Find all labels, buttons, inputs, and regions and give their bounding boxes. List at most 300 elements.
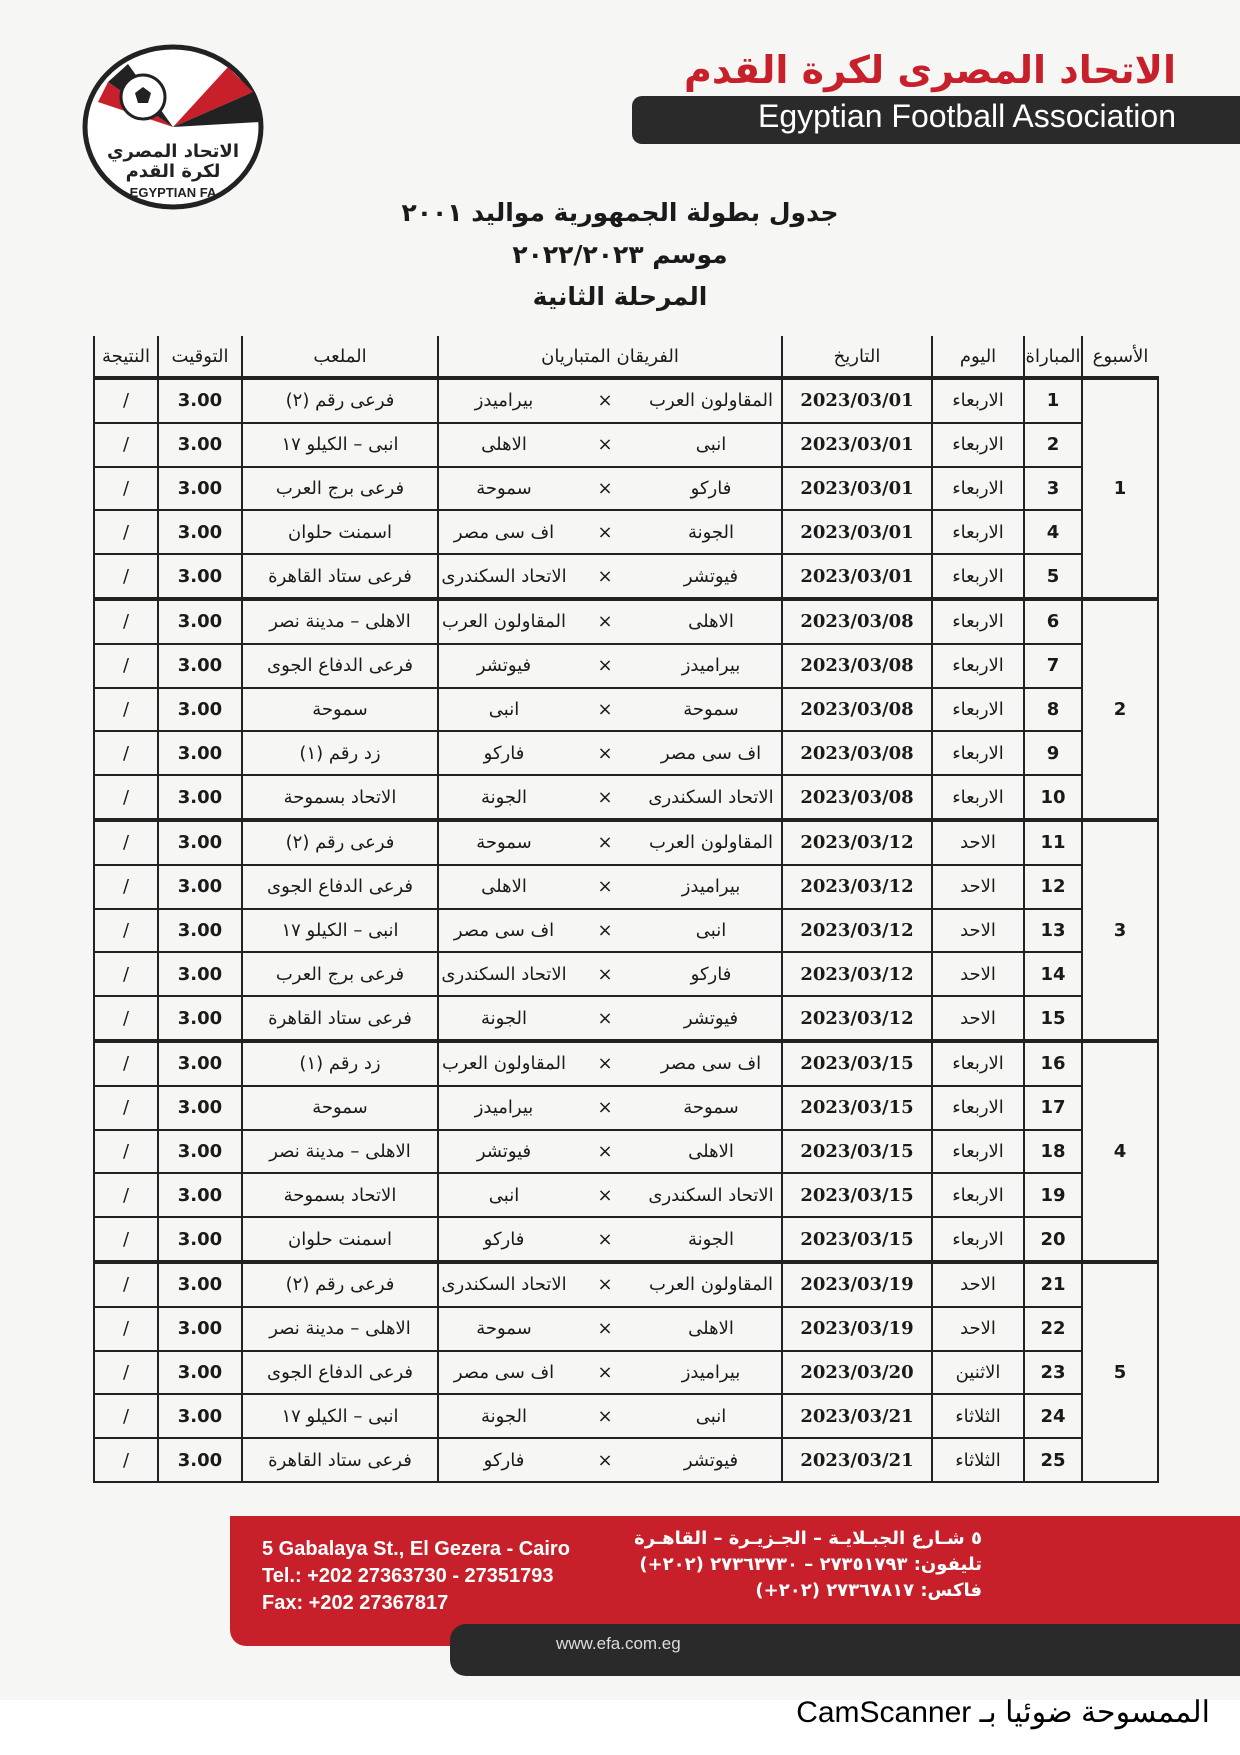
week-number: 2 [1082,599,1158,820]
team-away: فيوتشر [476,655,532,677]
match-number: 20 [1024,1217,1082,1262]
match-teams [438,865,782,909]
match-stadium: فرعى رقم (٢) [242,378,438,423]
match-number: 11 [1024,820,1082,865]
table-row [94,731,1158,775]
match-day: الاحد [932,1262,1024,1307]
org-name-en: Egyptian Football Association [757,98,1176,134]
match-result: / [94,1262,158,1307]
match-number: 12 [1024,865,1082,909]
match-day: الاثنين [932,1351,1024,1395]
match-date: 2023/03/12 [782,952,932,996]
match-teams [438,1173,782,1217]
versus-mark: × [597,655,613,677]
footer-address-ar: ٥ شـارع الجبـلايـة – الجـزيـرة – القاهـرة [634,1528,982,1549]
match-day: الاربعاء [932,1173,1024,1217]
logo-text-ar-1: الاتحاد المصري [107,141,239,162]
header-week: الأسبوع [1082,336,1158,378]
match-result: / [94,909,158,953]
match-number: 19 [1024,1173,1082,1217]
match-teams [438,820,782,865]
match-day: الاحد [932,909,1024,953]
match-time: 3.00 [158,423,242,467]
match-number: 18 [1024,1130,1082,1174]
table-row [94,423,1158,467]
table-row [94,1041,1158,1086]
match-number: 13 [1024,909,1082,953]
match-day: الاربعاء [932,731,1024,775]
team-home: اف سى مصر [660,742,762,764]
camscanner-caption: الممسوحة ضوئيا بـ CamScanner [796,1696,1210,1729]
versus-mark: × [597,832,613,854]
match-teams [438,1217,782,1262]
match-day: الاربعاء [932,688,1024,732]
team-away: اف سى مصر [453,521,555,543]
match-day: الاربعاء [932,1041,1024,1086]
match-teams [438,1041,782,1086]
match-result: / [94,423,158,467]
versus-mark: × [597,742,613,764]
match-day: الاحد [932,996,1024,1041]
match-day: الثلاثاء [932,1438,1024,1482]
match-result: / [94,996,158,1041]
table-row [94,1173,1158,1217]
match-number: 25 [1024,1438,1082,1482]
table-row [94,467,1158,511]
week-number: 3 [1082,820,1158,1041]
match-time: 3.00 [158,1351,242,1395]
match-teams [438,952,782,996]
header-match: المباراة [1024,336,1082,378]
match-result: / [94,820,158,865]
table-row [94,996,1158,1041]
match-teams [438,644,782,688]
team-home: بيراميدز [681,876,741,898]
match-date: 2023/03/01 [782,378,932,423]
team-home: الاهلى [688,1318,734,1340]
match-date: 2023/03/08 [782,599,932,644]
match-date: 2023/03/12 [782,909,932,953]
match-result: / [94,554,158,599]
team-home: الاتحاد السكندرى [648,1184,774,1206]
match-result: / [94,1217,158,1262]
team-away: اف سى مصر [453,1361,555,1383]
match-date: 2023/03/19 [782,1262,932,1307]
team-away: الاهلى [481,876,527,898]
match-day: الاحد [932,820,1024,865]
match-number: 4 [1024,510,1082,554]
table-row [94,1307,1158,1351]
match-time: 3.00 [158,731,242,775]
match-teams [438,1351,782,1395]
match-time: 3.00 [158,1130,242,1174]
match-teams [438,510,782,554]
match-number: 16 [1024,1041,1082,1086]
team-home: انبى [695,1405,727,1427]
table-row [94,865,1158,909]
table-row [94,1086,1158,1130]
match-stadium: فرعى الدفاع الجوى [242,1351,438,1395]
match-stadium: انبى – الكيلو ١٧ [242,1394,438,1438]
match-stadium: سموحة [242,1086,438,1130]
versus-mark: × [597,1361,613,1383]
versus-mark: × [597,1097,613,1119]
team-away: سموحة [476,832,532,854]
match-date: 2023/03/08 [782,644,932,688]
match-result: / [94,1086,158,1130]
footer-fax-en: Fax: +202 27367817 [262,1592,449,1614]
match-teams [438,1130,782,1174]
match-date: 2023/03/19 [782,1307,932,1351]
match-result: / [94,1307,158,1351]
versus-mark: × [597,565,613,587]
table-row [94,775,1158,820]
versus-mark: × [597,698,613,720]
match-date: 2023/03/01 [782,467,932,511]
match-time: 3.00 [158,554,242,599]
match-number: 21 [1024,1262,1082,1307]
table-row [94,1130,1158,1174]
versus-mark: × [597,963,613,985]
match-date: 2023/03/01 [782,423,932,467]
match-day: الاربعاء [932,467,1024,511]
match-time: 3.00 [158,378,242,423]
team-away: المقاولون العرب [442,611,566,633]
match-day: الاحد [932,952,1024,996]
team-home: سموحة [683,698,739,720]
match-teams [438,775,782,820]
team-home: الاتحاد السكندرى [648,786,774,808]
team-away: انبى [488,698,520,720]
match-time: 3.00 [158,510,242,554]
team-away: الجونة [480,1007,528,1029]
match-time: 3.00 [158,1438,242,1482]
footer-website: www.efa.com.eg [556,1634,681,1653]
match-day: الثلاثاء [932,1394,1024,1438]
match-teams [438,688,782,732]
schedule-body [94,378,1158,1482]
match-number: 15 [1024,996,1082,1041]
match-result: / [94,1041,158,1086]
match-teams [438,423,782,467]
match-day: الاربعاء [932,775,1024,820]
match-result: / [94,467,158,511]
match-stadium: فرعى ستاد القاهرة [242,1438,438,1482]
week-number: 5 [1082,1262,1158,1482]
match-date: 2023/03/08 [782,688,932,732]
match-stadium: اسمنت حلوان [242,510,438,554]
footer-contact-en [262,1536,570,1617]
match-date: 2023/03/21 [782,1438,932,1482]
match-time: 3.00 [158,996,242,1041]
footer-tel-ar: تليفون: ٢٧٣٥١٧٩٣ – ٢٧٣٦٣٧٣٠ (٢٠٢+) [639,1554,982,1575]
match-stadium: زد رقم (١) [242,731,438,775]
match-teams [438,554,782,599]
match-number: 5 [1024,554,1082,599]
match-day: الاربعاء [932,554,1024,599]
match-date: 2023/03/15 [782,1130,932,1174]
match-date: 2023/03/01 [782,510,932,554]
match-number: 10 [1024,775,1082,820]
team-away: سموحة [476,1318,532,1340]
team-home: فاركو [690,963,732,985]
match-teams [438,909,782,953]
team-away: الاتحاد السكندرى [441,565,567,587]
team-away: فاركو [483,742,525,764]
match-stadium: الاتحاد بسموحة [242,775,438,820]
versus-mark: × [597,521,613,543]
team-away: فاركو [483,1449,525,1471]
versus-mark: × [597,611,613,633]
team-home: فاركو [690,477,732,499]
versus-mark: × [597,1053,613,1075]
match-day: الاربعاء [932,510,1024,554]
match-time: 3.00 [158,775,242,820]
versus-mark: × [597,1140,613,1162]
match-date: 2023/03/20 [782,1351,932,1395]
match-number: 17 [1024,1086,1082,1130]
team-away: انبى [488,1184,520,1206]
team-home: الجونة [687,521,735,543]
match-stadium: اسمنت حلوان [242,1217,438,1262]
match-date: 2023/03/01 [782,554,932,599]
header-result: النتيجة [94,336,158,378]
match-stadium: زد رقم (١) [242,1041,438,1086]
match-stadium: فرعى الدفاع الجوى [242,865,438,909]
versus-mark: × [597,434,613,456]
versus-mark: × [597,919,613,941]
match-stadium: انبى – الكيلو ١٧ [242,423,438,467]
match-number: 9 [1024,731,1082,775]
match-stadium: فرعى رقم (٢) [242,1262,438,1307]
team-away: اف سى مصر [453,919,555,941]
table-row [94,909,1158,953]
match-time: 3.00 [158,952,242,996]
match-time: 3.00 [158,1307,242,1351]
team-home: المقاولون العرب [649,832,773,854]
match-teams [438,467,782,511]
match-number: 7 [1024,644,1082,688]
table-row [94,1394,1158,1438]
table-row [94,599,1158,644]
match-result: / [94,1173,158,1217]
match-result: / [94,1351,158,1395]
schedule-table [93,336,1159,1483]
match-day: الاحد [932,1307,1024,1351]
match-day: الاربعاء [932,378,1024,423]
team-away: الاتحاد السكندرى [441,963,567,985]
doc-title: جدول بطولة الجمهورية مواليد ٢٠٠١ [401,198,839,227]
match-teams [438,1394,782,1438]
match-day: الاربعاء [932,1086,1024,1130]
team-home: انبى [695,919,727,941]
match-stadium: فرعى برج العرب [242,952,438,996]
match-stadium: الاهلى – مدينة نصر [242,599,438,644]
versus-mark: × [597,1449,613,1471]
match-number: 6 [1024,599,1082,644]
table-row [94,688,1158,732]
header-stadium: الملعب [242,336,438,378]
match-stadium: فرعى ستاد القاهرة [242,554,438,599]
match-date: 2023/03/15 [782,1041,932,1086]
table-row [94,510,1158,554]
match-number: 2 [1024,423,1082,467]
versus-mark: × [597,1318,613,1340]
header-teams: الفريقان المتباريان [438,336,782,378]
match-teams [438,1307,782,1351]
match-teams [438,599,782,644]
team-away: الجونة [480,1405,528,1427]
team-away: فاركو [483,1228,525,1250]
match-day: الاربعاء [932,644,1024,688]
logo-text-ar-2: لكرة القدم [125,161,221,182]
match-result: / [94,378,158,423]
versus-mark: × [597,1405,613,1427]
match-time: 3.00 [158,1173,242,1217]
match-result: / [94,599,158,644]
match-time: 3.00 [158,1086,242,1130]
match-time: 3.00 [158,1394,242,1438]
match-result: / [94,1394,158,1438]
match-number: 14 [1024,952,1082,996]
match-stadium: فرعى رقم (٢) [242,820,438,865]
match-stadium: الاتحاد بسموحة [242,1173,438,1217]
table-row [94,1217,1158,1262]
footer-fax-ar: فاكس: ٢٧٣٦٧٨١٧ (٢٠٢+) [755,1580,982,1601]
team-away: بيراميدز [474,390,534,412]
team-away: المقاولون العرب [442,1053,566,1075]
team-home: الاهلى [688,1140,734,1162]
match-result: / [94,644,158,688]
match-day: الاربعاء [932,423,1024,467]
match-result: / [94,952,158,996]
header-time: التوقيت [158,336,242,378]
team-home: فيوتشر [683,565,739,587]
match-result: / [94,731,158,775]
table-row [94,644,1158,688]
versus-mark: × [597,1274,613,1296]
table-row [94,378,1158,423]
team-home: اف سى مصر [660,1053,762,1075]
match-time: 3.00 [158,820,242,865]
match-number: 3 [1024,467,1082,511]
match-stadium: فرعى برج العرب [242,467,438,511]
match-time: 3.00 [158,1217,242,1262]
match-number: 24 [1024,1394,1082,1438]
match-time: 3.00 [158,865,242,909]
table-row [94,554,1158,599]
team-home: بيراميدز [681,1361,741,1383]
footer-contact-ar [634,1526,982,1604]
footer-tel-en: Tel.: +202 27363730 - 27351793 [262,1565,554,1587]
match-stadium: الاهلى – مدينة نصر [242,1307,438,1351]
match-time: 3.00 [158,644,242,688]
match-result: / [94,1130,158,1174]
match-date: 2023/03/15 [782,1086,932,1130]
logo-text-en: EGYPTIAN FA [129,185,217,200]
match-stadium: انبى – الكيلو ١٧ [242,909,438,953]
match-number: 23 [1024,1351,1082,1395]
match-teams [438,1438,782,1482]
match-stadium: فرعى الدفاع الجوى [242,644,438,688]
team-away: فيوتشر [476,1140,532,1162]
match-time: 3.00 [158,688,242,732]
versus-mark: × [597,477,613,499]
match-teams [438,996,782,1041]
match-date: 2023/03/12 [782,865,932,909]
versus-mark: × [597,1228,613,1250]
match-day: الاربعاء [932,1217,1024,1262]
team-home: الاهلى [688,611,734,633]
match-time: 3.00 [158,1262,242,1307]
versus-mark: × [597,1184,613,1206]
match-time: 3.00 [158,1041,242,1086]
table-row [94,820,1158,865]
versus-mark: × [597,876,613,898]
match-result: / [94,688,158,732]
match-result: / [94,865,158,909]
team-away: بيراميدز [474,1097,534,1119]
header-day: اليوم [932,336,1024,378]
match-teams [438,1086,782,1130]
footer-address-en: 5 Gabalaya St., El Gezera - Cairo [262,1538,570,1560]
efa-logo [78,42,268,212]
match-number: 8 [1024,688,1082,732]
team-home: الجونة [687,1228,735,1250]
team-home: بيراميدز [681,655,741,677]
match-stadium: الاهلى – مدينة نصر [242,1130,438,1174]
team-home: انبى [695,434,727,456]
match-teams [438,1262,782,1307]
versus-mark: × [597,786,613,808]
team-home: المقاولون العرب [649,1274,773,1296]
team-home: المقاولون العرب [649,390,773,412]
versus-mark: × [597,1007,613,1029]
table-row [94,1262,1158,1307]
table-row [94,1438,1158,1482]
match-time: 3.00 [158,599,242,644]
org-name-ar: الاتحاد المصرى لكرة القدم [684,48,1176,92]
match-date: 2023/03/08 [782,731,932,775]
team-home: فيوتشر [683,1449,739,1471]
match-number: 1 [1024,378,1082,423]
match-time: 3.00 [158,909,242,953]
season-title: موسم ٢٠٢٢/٢٠٢٣ [512,240,728,269]
match-teams [438,731,782,775]
team-home: فيوتشر [683,1007,739,1029]
week-number: 4 [1082,1041,1158,1262]
match-result: / [94,1438,158,1482]
match-date: 2023/03/15 [782,1173,932,1217]
team-away: الجونة [480,786,528,808]
match-result: / [94,775,158,820]
match-day: الاربعاء [932,1130,1024,1174]
table-row [94,952,1158,996]
team-away: الاتحاد السكندرى [441,1274,567,1296]
match-time: 3.00 [158,467,242,511]
table-row [94,1351,1158,1395]
team-away: الاهلى [481,434,527,456]
match-date: 2023/03/12 [782,820,932,865]
match-date: 2023/03/08 [782,775,932,820]
table-header-row [94,336,1158,378]
match-number: 22 [1024,1307,1082,1351]
match-teams [438,378,782,423]
versus-mark: × [597,390,613,412]
team-away: سموحة [476,477,532,499]
stage-title: المرحلة الثانية [532,282,708,311]
match-date: 2023/03/21 [782,1394,932,1438]
